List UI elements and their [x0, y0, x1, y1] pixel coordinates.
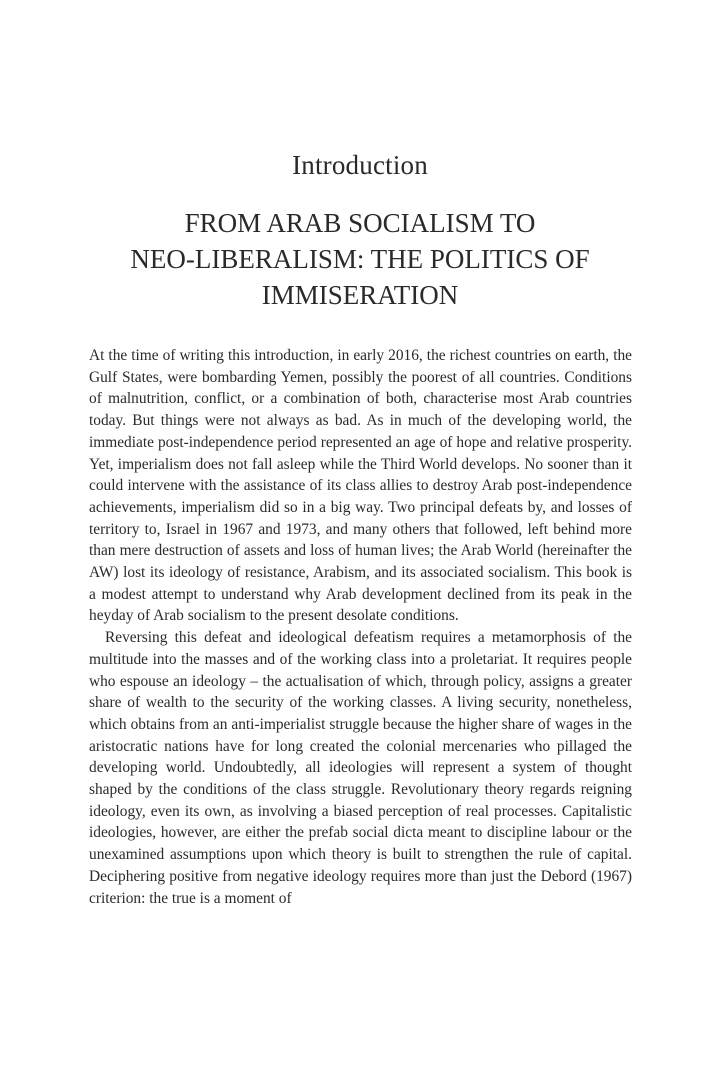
chapter-title-line: NEO-LIBERALISM: THE POLITICS OF [130, 244, 590, 274]
chapter-label: Introduction [292, 150, 428, 180]
chapter-title-line: FROM ARAB SOCIALISM TO [184, 208, 536, 238]
paragraph: Reversing this defeat and ideological defeatism requires a metamorphosis of the multitude into the masses and of the working class into a proletariat. It requires people who espouse an ideology – the actualisation of which, through policy, assigns a greater share of wealth to the security of the working classes. A living security, nonetheless, which obtains from an anti-imperialist struggle because the higher share of wages in the aristocratic nations have for long created the colonial mercenaries who pillaged the developing world. Undoubtedly, all ideologies will represent a system of thought shaped by the conditions of the class struggle. Revolutionary theory regards reigning ideology, even its own, as involving a biased perception of real processes. Capitalistic ideologies, however, are either the prefab social dicta meant to discipline labour or the unexamined assumptions upon which theory is built to strengthen the rule of capital. Deciphering positive from negative ideology requires more than just the Debord (1967) criterion: the true is a moment of [89, 629, 632, 907]
chapter-title [80, 205, 640, 313]
body-text [89, 345, 632, 909]
chapter-title-line: IMMISERATION [261, 280, 459, 310]
paragraph: At the time of writing this introduction, in early 2016, the richest countries on earth, the Gulf States, were bombarding Yemen, possibly the poorest of all countries. Conditions of malnutrition, conflict, or a combination of both, characterise most Arab countries today. But things were not always as bad. As in much of the developing world, the immediate post-independence period represented an age of hope and relative prosperity. Yet, imperialism does not fall asleep while the Third World develops. No sooner than it could intervene with the assistance of its class allies to destroy Arab post-independence achievements, imperialism did so in a big way. Two principal defeats by, and losses of territory to, Israel in 1967 and 1973, and many others that followed, left behind more than mere destruction of assets and loss of human lives; the Arab World (hereinafter the AW) lost its ideology of resistance, Arabism, and its associated socialism. This book is a modest attempt to understand why Arab development declined from its peak in the heyday of Arab socialism to the present desolate conditions. [89, 347, 632, 625]
